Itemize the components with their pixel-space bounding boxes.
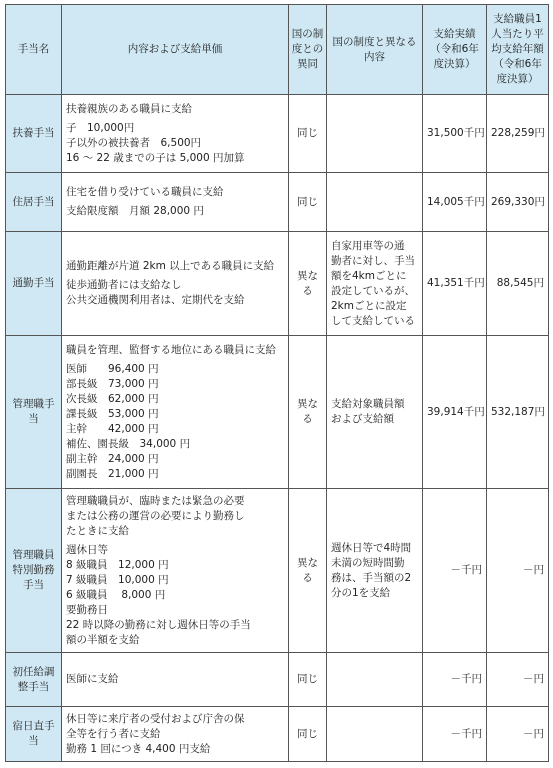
table-row <box>6 232 549 336</box>
diff-from-national: 週休日等で4時間 未満の短時間勤 務は、手当額の2 分の1を支給 <box>327 489 423 653</box>
average-per-person: 269,330円 <box>487 173 549 232</box>
same-as-national: 異なる <box>289 232 327 336</box>
allowance-name: 通勤手当 <box>6 232 62 336</box>
allowance-name: 住居手当 <box>6 173 62 232</box>
actual-payment: －千円 <box>423 489 487 653</box>
allowance-content: 職員を管理、監督する地位にある職員に支給 医師 96,400 円 部長級 73,000 円 次長級 62,000 円 課長級 53,000 円 主幹 42,000 円 補佐、園長級 34,000 円 副主幹 24,000 円 副園長 21,000 円 <box>62 336 289 489</box>
diff-from-national <box>327 653 423 707</box>
table-row <box>6 653 549 707</box>
table-row <box>6 489 549 653</box>
allowance-content: 医師に支給 <box>62 653 289 707</box>
table-row <box>6 707 549 762</box>
allowance-name: 扶養手当 <box>6 95 62 173</box>
header-content: 内容および支給単価 <box>62 5 289 95</box>
allowance-name: 宿日直手当 <box>6 707 62 762</box>
allowance-content: 休日等に来庁者の受付および庁舎の保 全等を行う者に支給 勤務 1 回につき 4,400 円支給 <box>62 707 289 762</box>
allowance-content: 扶養親族のある職員に支給 子 10,000円 子以外の被扶養者 6,500円 16 ～ 22 歳までの子は 5,000 円加算 <box>62 95 289 173</box>
average-per-person: 88,545円 <box>487 232 549 336</box>
table-row <box>6 95 549 173</box>
header-same-as-national: 国の制度との異同 <box>289 5 327 95</box>
average-per-person: －円 <box>487 707 549 762</box>
header-actual-payment: 支給実績（令和6年度決算） <box>423 5 487 95</box>
allowance-content: 通勤距離が片道 2km 以上である職員に支給 徒歩通勤者には支給なし 公共交通機関利用者は、定期代を支給 <box>62 232 289 336</box>
allowance-name: 管理職員特別勤務手当 <box>6 489 62 653</box>
diff-from-national <box>327 707 423 762</box>
header-diff-from-national: 国の制度と異なる内容 <box>327 5 423 95</box>
table-row <box>6 173 549 232</box>
table-row <box>6 336 549 489</box>
actual-payment: 41,351千円 <box>423 232 487 336</box>
actual-payment: 14,005千円 <box>423 173 487 232</box>
actual-payment: －千円 <box>423 653 487 707</box>
allowance-table <box>5 4 549 762</box>
same-as-national: 異なる <box>289 489 327 653</box>
actual-payment: －千円 <box>423 707 487 762</box>
actual-payment: 39,914千円 <box>423 336 487 489</box>
same-as-national: 同じ <box>289 173 327 232</box>
header-allowance-name: 手当名 <box>6 5 62 95</box>
same-as-national: 同じ <box>289 95 327 173</box>
average-per-person: －円 <box>487 489 549 653</box>
diff-from-national: 支給対象職員額 および支給額 <box>327 336 423 489</box>
allowance-content: 管理職職員が、臨時または緊急の必要 または公務の運営の必要により勤務し たときに支給 週休日等 8 級職員 12,000 円 7 級職員 10,000 円 6 級職員 8,000 円 要勤務日 22 時以降の勤務に対し週休日等の手当 額の半額を支給 <box>62 489 289 653</box>
same-as-national: 異なる <box>289 336 327 489</box>
header-average-per-person: 支給職員1人当たり平均支給年額（令和6年度決算） <box>487 5 549 95</box>
average-per-person: 532,187円 <box>487 336 549 489</box>
average-per-person: －円 <box>487 653 549 707</box>
diff-from-national <box>327 95 423 173</box>
diff-from-national: 自家用車等の通 勤者に対し、手当 額を4kmごとに 設定しているが、 2kmごとに設定 して支給している <box>327 232 423 336</box>
allowance-name: 初任給調整手当 <box>6 653 62 707</box>
allowance-content: 住宅を借り受けている職員に支給 支給限度額 月額 28,000 円 <box>62 173 289 232</box>
average-per-person: 228,259円 <box>487 95 549 173</box>
actual-payment: 31,500千円 <box>423 95 487 173</box>
table-header-row <box>6 5 549 95</box>
same-as-national: 同じ <box>289 707 327 762</box>
diff-from-national <box>327 173 423 232</box>
allowance-name: 管理職手当 <box>6 336 62 489</box>
same-as-national: 同じ <box>289 653 327 707</box>
